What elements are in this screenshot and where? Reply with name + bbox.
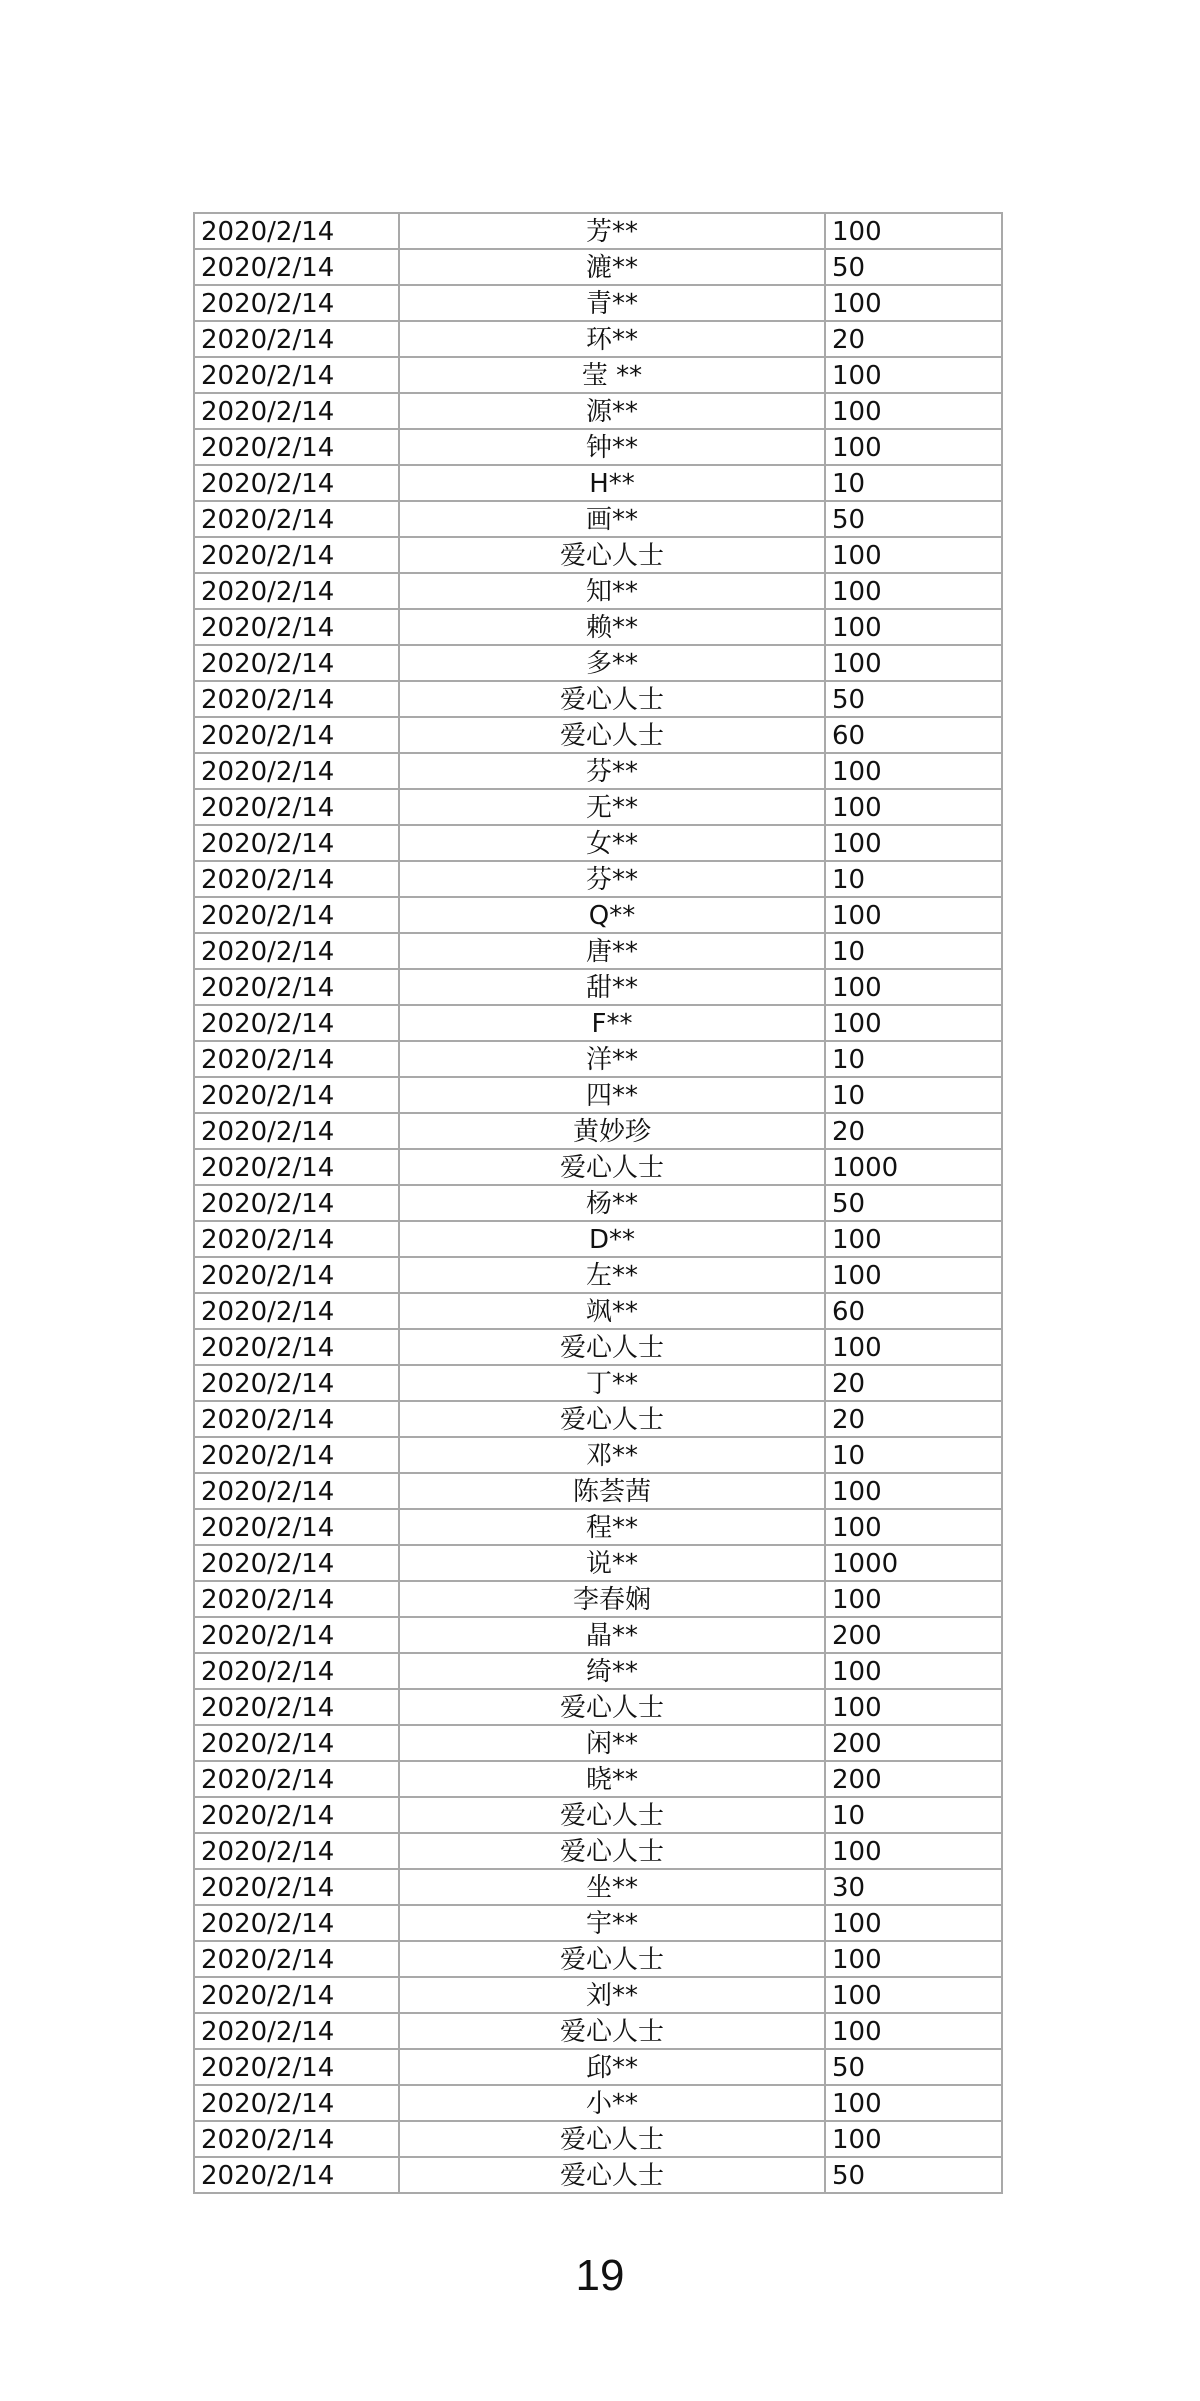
date-cell: 2020/2/14 <box>194 2157 399 2193</box>
table-row <box>194 1653 1002 1689</box>
donor-name-cell: 爱心人士 <box>399 717 825 753</box>
date-cell: 2020/2/14 <box>194 897 399 933</box>
table-row <box>194 1761 1002 1797</box>
amount-cell: 10 <box>825 465 1002 501</box>
date-cell: 2020/2/14 <box>194 1293 399 1329</box>
table-row <box>194 429 1002 465</box>
date-cell: 2020/2/14 <box>194 753 399 789</box>
amount-cell: 20 <box>825 1113 1002 1149</box>
amount-cell: 100 <box>825 609 1002 645</box>
table-row <box>194 825 1002 861</box>
amount-cell: 100 <box>825 1833 1002 1869</box>
table-row <box>194 1293 1002 1329</box>
donor-name-cell: 坐** <box>399 1869 825 1905</box>
date-cell: 2020/2/14 <box>194 1329 399 1365</box>
donor-name-cell: 左** <box>399 1257 825 1293</box>
donor-name-cell: 杨** <box>399 1185 825 1221</box>
date-cell: 2020/2/14 <box>194 1761 399 1797</box>
amount-cell: 200 <box>825 1761 1002 1797</box>
table-row <box>194 1833 1002 1869</box>
donor-name-cell: 赖** <box>399 609 825 645</box>
table-row <box>194 1581 1002 1617</box>
donor-name-cell: 爱心人士 <box>399 1689 825 1725</box>
donor-name-cell: 钟** <box>399 429 825 465</box>
donor-name-cell: 爱心人士 <box>399 1797 825 1833</box>
table-row <box>194 717 1002 753</box>
table-row <box>194 537 1002 573</box>
table-row <box>194 321 1002 357</box>
amount-cell: 20 <box>825 1401 1002 1437</box>
donation-table-body <box>194 213 1002 2193</box>
table-row <box>194 1077 1002 1113</box>
date-cell: 2020/2/14 <box>194 609 399 645</box>
date-cell: 2020/2/14 <box>194 2049 399 2085</box>
donor-name-cell: 飒** <box>399 1293 825 1329</box>
amount-cell: 10 <box>825 1077 1002 1113</box>
donor-name-cell: 无** <box>399 789 825 825</box>
date-cell: 2020/2/14 <box>194 1473 399 1509</box>
table-row <box>194 1329 1002 1365</box>
table-row <box>194 969 1002 1005</box>
table-row <box>194 1617 1002 1653</box>
amount-cell: 1000 <box>825 1149 1002 1185</box>
date-cell: 2020/2/14 <box>194 2013 399 2049</box>
date-cell: 2020/2/14 <box>194 1185 399 1221</box>
donor-name-cell: 多** <box>399 645 825 681</box>
donor-name-cell: 甜** <box>399 969 825 1005</box>
amount-cell: 100 <box>825 1257 1002 1293</box>
date-cell: 2020/2/14 <box>194 1941 399 1977</box>
date-cell: 2020/2/14 <box>194 681 399 717</box>
amount-cell: 100 <box>825 429 1002 465</box>
date-cell: 2020/2/14 <box>194 1401 399 1437</box>
donor-name-cell: 爱心人士 <box>399 1941 825 1977</box>
date-cell: 2020/2/14 <box>194 1977 399 2013</box>
date-cell: 2020/2/14 <box>194 825 399 861</box>
donor-name-cell: Q** <box>399 897 825 933</box>
table-row <box>194 249 1002 285</box>
table-row <box>194 2121 1002 2157</box>
date-cell: 2020/2/14 <box>194 465 399 501</box>
date-cell: 2020/2/14 <box>194 2085 399 2121</box>
table-row <box>194 1509 1002 1545</box>
donor-name-cell: 洋** <box>399 1041 825 1077</box>
table-row <box>194 753 1002 789</box>
date-cell: 2020/2/14 <box>194 789 399 825</box>
date-cell: 2020/2/14 <box>194 1041 399 1077</box>
donor-name-cell: 爱心人士 <box>399 2013 825 2049</box>
donor-name-cell: 爱心人士 <box>399 1401 825 1437</box>
date-cell: 2020/2/14 <box>194 861 399 897</box>
amount-cell: 100 <box>825 1905 1002 1941</box>
amount-cell: 100 <box>825 1977 1002 2013</box>
amount-cell: 50 <box>825 2049 1002 2085</box>
date-cell: 2020/2/14 <box>194 1257 399 1293</box>
donor-name-cell: 邱** <box>399 2049 825 2085</box>
date-cell: 2020/2/14 <box>194 1437 399 1473</box>
table-row <box>194 1941 1002 1977</box>
donor-name-cell: 环** <box>399 321 825 357</box>
amount-cell: 10 <box>825 1437 1002 1473</box>
date-cell: 2020/2/14 <box>194 1725 399 1761</box>
date-cell: 2020/2/14 <box>194 933 399 969</box>
amount-cell: 100 <box>825 285 1002 321</box>
amount-cell: 60 <box>825 1293 1002 1329</box>
donor-name-cell: 四** <box>399 1077 825 1113</box>
donor-name-cell: F** <box>399 1005 825 1041</box>
amount-cell: 100 <box>825 1221 1002 1257</box>
amount-cell: 50 <box>825 681 1002 717</box>
amount-cell: 100 <box>825 969 1002 1005</box>
date-cell: 2020/2/14 <box>194 1797 399 1833</box>
donor-name-cell: 邓** <box>399 1437 825 1473</box>
amount-cell: 10 <box>825 933 1002 969</box>
table-row <box>194 789 1002 825</box>
table-row <box>194 1005 1002 1041</box>
donation-table <box>193 212 1003 2194</box>
amount-cell: 100 <box>825 357 1002 393</box>
donor-name-cell: 小** <box>399 2085 825 2121</box>
donor-name-cell: 女** <box>399 825 825 861</box>
date-cell: 2020/2/14 <box>194 1113 399 1149</box>
donor-name-cell: 芳** <box>399 213 825 249</box>
table-row <box>194 2013 1002 2049</box>
donor-name-cell: 爱心人士 <box>399 681 825 717</box>
table-row <box>194 501 1002 537</box>
table-row <box>194 357 1002 393</box>
amount-cell: 200 <box>825 1617 1002 1653</box>
donor-name-cell: 芬** <box>399 753 825 789</box>
table-row <box>194 2157 1002 2193</box>
date-cell: 2020/2/14 <box>194 969 399 1005</box>
amount-cell: 100 <box>825 537 1002 573</box>
amount-cell: 100 <box>825 2013 1002 2049</box>
amount-cell: 100 <box>825 1005 1002 1041</box>
donor-name-cell: 程** <box>399 1509 825 1545</box>
donor-name-cell: 李春娴 <box>399 1581 825 1617</box>
table-row <box>194 2049 1002 2085</box>
table-row <box>194 1473 1002 1509</box>
donor-name-cell: 黄妙珍 <box>399 1113 825 1149</box>
amount-cell: 100 <box>825 573 1002 609</box>
donor-name-cell: 爱心人士 <box>399 537 825 573</box>
table-row <box>194 609 1002 645</box>
table-row <box>194 645 1002 681</box>
date-cell: 2020/2/14 <box>194 1077 399 1113</box>
table-row <box>194 1185 1002 1221</box>
amount-cell: 100 <box>825 1509 1002 1545</box>
table-row <box>194 681 1002 717</box>
amount-cell: 20 <box>825 321 1002 357</box>
page-number: 19 <box>575 2251 625 2300</box>
date-cell: 2020/2/14 <box>194 1689 399 1725</box>
table-row <box>194 393 1002 429</box>
amount-cell: 10 <box>825 861 1002 897</box>
date-cell: 2020/2/14 <box>194 357 399 393</box>
donor-name-cell: 丁** <box>399 1365 825 1401</box>
donor-name-cell: 晶** <box>399 1617 825 1653</box>
table-row <box>194 1725 1002 1761</box>
date-cell: 2020/2/14 <box>194 1545 399 1581</box>
table-row <box>194 1113 1002 1149</box>
date-cell: 2020/2/14 <box>194 1221 399 1257</box>
donor-name-cell: 源** <box>399 393 825 429</box>
date-cell: 2020/2/14 <box>194 249 399 285</box>
amount-cell: 100 <box>825 753 1002 789</box>
donor-name-cell: H** <box>399 465 825 501</box>
amount-cell: 100 <box>825 825 1002 861</box>
amount-cell: 100 <box>825 1581 1002 1617</box>
date-cell: 2020/2/14 <box>194 1653 399 1689</box>
table-row <box>194 1401 1002 1437</box>
table-row <box>194 1041 1002 1077</box>
table-row <box>194 897 1002 933</box>
table-row <box>194 1437 1002 1473</box>
donor-name-cell: 青** <box>399 285 825 321</box>
table-row <box>194 285 1002 321</box>
donor-name-cell: 莹 ** <box>399 357 825 393</box>
amount-cell: 30 <box>825 1869 1002 1905</box>
donor-name-cell: 爱心人士 <box>399 1149 825 1185</box>
donor-name-cell: 晓** <box>399 1761 825 1797</box>
table-row <box>194 1869 1002 1905</box>
date-cell: 2020/2/14 <box>194 1509 399 1545</box>
date-cell: 2020/2/14 <box>194 285 399 321</box>
date-cell: 2020/2/14 <box>194 1905 399 1941</box>
date-cell: 2020/2/14 <box>194 1581 399 1617</box>
amount-cell: 100 <box>825 897 1002 933</box>
donor-name-cell: 芬** <box>399 861 825 897</box>
amount-cell: 100 <box>825 1689 1002 1725</box>
donor-name-cell: 爱心人士 <box>399 2157 825 2193</box>
amount-cell: 50 <box>825 2157 1002 2193</box>
donor-name-cell: 绮** <box>399 1653 825 1689</box>
amount-cell: 100 <box>825 1653 1002 1689</box>
amount-cell: 100 <box>825 645 1002 681</box>
donor-name-cell: 爱心人士 <box>399 1833 825 1869</box>
table-row <box>194 1797 1002 1833</box>
date-cell: 2020/2/14 <box>194 645 399 681</box>
date-cell: 2020/2/14 <box>194 393 399 429</box>
amount-cell: 100 <box>825 789 1002 825</box>
table-row <box>194 213 1002 249</box>
amount-cell: 60 <box>825 717 1002 753</box>
date-cell: 2020/2/14 <box>194 321 399 357</box>
date-cell: 2020/2/14 <box>194 1617 399 1653</box>
amount-cell: 50 <box>825 1185 1002 1221</box>
table-row <box>194 1905 1002 1941</box>
table-row <box>194 465 1002 501</box>
donor-name-cell: 宇** <box>399 1905 825 1941</box>
donor-name-cell: 陈荟茜 <box>399 1473 825 1509</box>
donor-name-cell: 爱心人士 <box>399 1329 825 1365</box>
amount-cell: 100 <box>825 393 1002 429</box>
donor-name-cell: 说** <box>399 1545 825 1581</box>
date-cell: 2020/2/14 <box>194 717 399 753</box>
donor-name-cell: D** <box>399 1221 825 1257</box>
table-row <box>194 1365 1002 1401</box>
table-row <box>194 1689 1002 1725</box>
date-cell: 2020/2/14 <box>194 213 399 249</box>
date-cell: 2020/2/14 <box>194 2121 399 2157</box>
date-cell: 2020/2/14 <box>194 1149 399 1185</box>
donor-name-cell: 画** <box>399 501 825 537</box>
amount-cell: 10 <box>825 1041 1002 1077</box>
amount-cell: 100 <box>825 213 1002 249</box>
date-cell: 2020/2/14 <box>194 573 399 609</box>
amount-cell: 10 <box>825 1797 1002 1833</box>
amount-cell: 100 <box>825 2121 1002 2157</box>
amount-cell: 100 <box>825 1473 1002 1509</box>
table-row <box>194 861 1002 897</box>
date-cell: 2020/2/14 <box>194 1365 399 1401</box>
amount-cell: 1000 <box>825 1545 1002 1581</box>
donor-name-cell: 刘** <box>399 1977 825 2013</box>
donor-name-cell: 知** <box>399 573 825 609</box>
amount-cell: 20 <box>825 1365 1002 1401</box>
date-cell: 2020/2/14 <box>194 1869 399 1905</box>
table-row <box>194 1545 1002 1581</box>
table-row <box>194 1977 1002 2013</box>
donor-name-cell: 闲** <box>399 1725 825 1761</box>
table-row <box>194 2085 1002 2121</box>
donor-name-cell: 爱心人士 <box>399 2121 825 2157</box>
amount-cell: 50 <box>825 501 1002 537</box>
date-cell: 2020/2/14 <box>194 501 399 537</box>
amount-cell: 100 <box>825 1941 1002 1977</box>
amount-cell: 50 <box>825 249 1002 285</box>
table-row <box>194 573 1002 609</box>
date-cell: 2020/2/14 <box>194 537 399 573</box>
date-cell: 2020/2/14 <box>194 1005 399 1041</box>
table-row <box>194 1221 1002 1257</box>
amount-cell: 200 <box>825 1725 1002 1761</box>
donor-name-cell: 漉** <box>399 249 825 285</box>
date-cell: 2020/2/14 <box>194 1833 399 1869</box>
table-row <box>194 1149 1002 1185</box>
amount-cell: 100 <box>825 2085 1002 2121</box>
donor-name-cell: 唐** <box>399 933 825 969</box>
table-row <box>194 1257 1002 1293</box>
amount-cell: 100 <box>825 1329 1002 1365</box>
table-row <box>194 933 1002 969</box>
date-cell: 2020/2/14 <box>194 429 399 465</box>
